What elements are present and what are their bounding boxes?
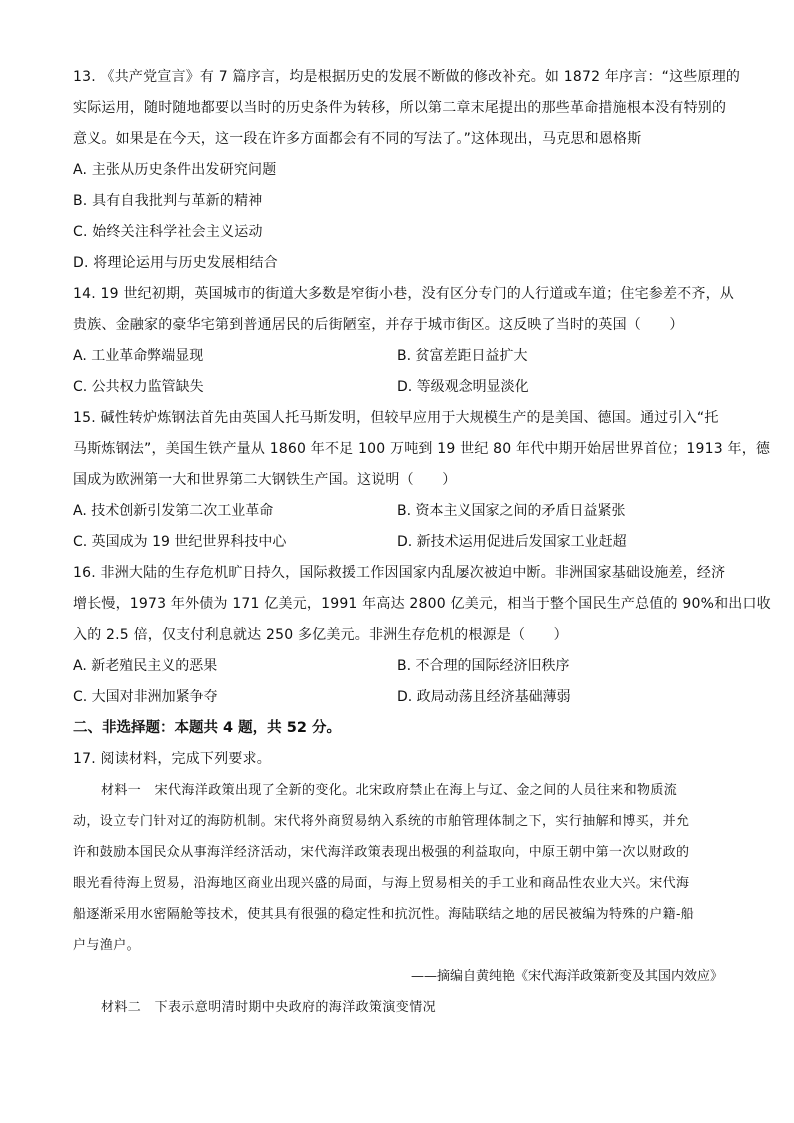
material-source: ——摘编自黄纯艳《宋代海洋政策新变及其国内效应》 (410, 969, 723, 984)
question-stem: 马斯炼钢法”，美国生铁产量从 1860 年不足 100 万吨到 19 世纪 80 年代中期开始居世界首位；1913 年，德 (73, 441, 771, 457)
material-line: 许和鼓励本国民众从事海洋经济活动，宋代海洋政策表现出极强的利益取向，中原王朝中第一次以财政的 (73, 845, 690, 860)
option-a: A. 新老殖民主义的恶果 (73, 658, 218, 674)
question-stem: 增长慢，1973 年外债为 171 亿美元，1991 年高达 2800 亿美元，相当于整个国民生产总值的 90%和出口收 (73, 596, 771, 612)
question-stem: 16. 非洲大陆的生存危机旷日持久，国际救援工作因国家内乱屡次被迫中断。非洲国家基础设施差，经济 (73, 565, 726, 581)
question-stem: 贵族、金融家的豪华宅第到普通居民的后街陋室，并存于城市街区。这反映了当时的英国（ ） (73, 317, 684, 333)
question-stem: 入的 2.5 倍，仅支付利息就达 250 多亿美元。非洲生存危机的根源是（ ） (73, 627, 568, 643)
question-13 (73, 62, 741, 279)
material-line: 户与渔户。 (73, 938, 141, 953)
question-stem: 15. 碱性转炉炼钢法首先由英国人托马斯发明，但较早应用于大规模生产的是美国、德国。通过引入“托 (73, 410, 719, 426)
options-row (73, 496, 725, 527)
question-16 (73, 558, 771, 713)
question-14 (73, 279, 734, 403)
option-d: D. 新技术运用促进后发国家工业赶超 (397, 534, 627, 550)
material-line: 船逐渐采用水密隔舱等技术，使其具有很强的稳定性和抗沉性。海陆联结之地的居民被编为特殊的户籍-船 (73, 907, 695, 922)
question-stem: 实际运用，随时随地都要以当时的历史条件为转移，所以第二章末尾提出的那些革命措施根本没有特别的 (73, 100, 727, 116)
material-line: 动，设立专门针对辽的海防机制。宋代将外商贸易纳入系统的市舶管理体制之下，实行抽解和博买，并允 (73, 814, 690, 829)
option-b: B. 不合理的国际经济旧秩序 (397, 658, 570, 674)
option-d: D. 政局动荡且经济基础薄弱 (397, 689, 571, 705)
question-17 (73, 744, 725, 1023)
material-line: 眼光看待海上贸易，沿海地区商业出现兴盛的局面，与海上贸易相关的手工业和商品性农业大兴。宋代海 (73, 876, 690, 891)
question-stem: 国成为欧洲第一大和世界第二大钢铁生产国。这说明（ ） (73, 472, 457, 488)
question-intro: 17. 阅读材料，完成下列要求。 (73, 751, 271, 767)
option-c: C. 大国对非洲加紧争夺 (73, 689, 218, 705)
exam-page (73, 62, 771, 1023)
material-one (73, 775, 725, 961)
options-row (73, 651, 725, 682)
option-a: A. 工业革命弊端显现 (73, 348, 204, 364)
options-row (73, 682, 725, 713)
question-stem: 意义。如果是在今天，这一段在许多方面都会有不同的写法了。”这体现出，马克思和恩格斯 (73, 131, 642, 147)
option-c: C. 始终关注科学社会主义运动 (73, 224, 263, 240)
option-c: C. 英国成为 19 世纪世界科技中心 (73, 534, 287, 550)
question-stem: 13. 《共产党宣言》有 7 篇序言，均是根据历史的发展不断做的修改补充。如 1872 年序言：“这些原理的 (73, 69, 741, 85)
material-two: 材料二 下表示意明清时期中央政府的海洋政策演变情况 (101, 1000, 437, 1015)
options-row (73, 527, 725, 558)
options-row (73, 341, 725, 372)
options-row (73, 372, 725, 403)
material-line: 材料一 宋代海洋政策出现了全新的变化。北宋政府禁止在海上与辽、金之间的人员往来和物质流 (101, 783, 678, 798)
question-15 (73, 403, 771, 558)
option-b: B. 贫富差距日益扩大 (397, 348, 528, 364)
section-heading: 二、非选择题：本题共 4 题，共 52 分。 (73, 720, 341, 736)
option-a: A. 主张从历史条件出发研究问题 (73, 162, 277, 178)
question-stem: 14. 19 世纪初期，英国城市的街道大多数是窄街小巷，没有区分专门的人行道或车道；住宅参差不齐，从 (73, 286, 734, 302)
option-d: D. 等级观念明显淡化 (397, 379, 529, 395)
option-a: A. 技术创新引发第二次工业革命 (73, 503, 274, 519)
option-b: B. 具有自我批判与革新的精神 (73, 193, 263, 209)
option-c: C. 公共权力监管缺失 (73, 379, 204, 395)
option-b: B. 资本主义国家之间的矛盾日益紧张 (397, 503, 626, 519)
option-d: D. 将理论运用与历史发展相结合 (73, 255, 278, 271)
